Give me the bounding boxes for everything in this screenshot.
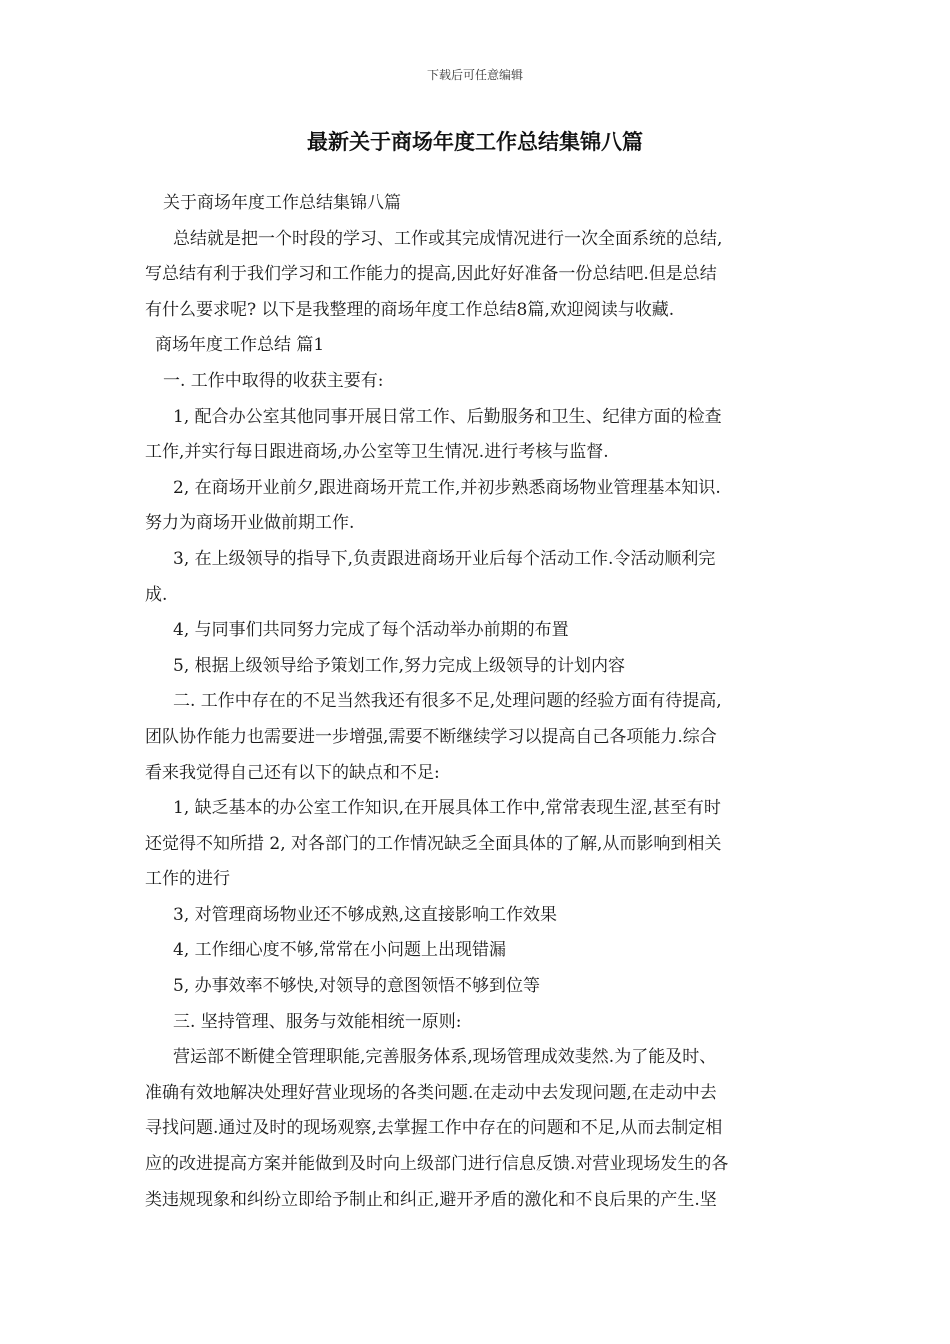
- text-line: 3, 对管理商场物业还不够成熟,这直接影响工作效果: [173, 904, 558, 925]
- text-line: 4, 与同事们共同努力完成了每个活动举办前期的布置: [173, 620, 569, 641]
- text-line: 工作的进行: [145, 869, 230, 890]
- text-line: 2, 在商场开业前夕,跟进商场开荒工作,并初步熟悉商场物业管理基本知识.: [173, 477, 721, 498]
- text-line: 准确有效地解决处理好营业现场的各类问题.在走动中去发现问题,在走动中去: [145, 1082, 717, 1103]
- text-line: 4, 工作细心度不够,常常在小问题上出现错漏: [173, 940, 507, 961]
- document-title: 最新关于商场年度工作总结集锦八篇: [307, 129, 643, 154]
- text-line: 成.: [145, 584, 168, 605]
- text-line: 写总结有利于我们学习和工作能力的提高,因此好好准备一份总结吧.但是总结: [145, 264, 717, 285]
- text-line: 工作,并实行每日跟进商场,办公室等卫生情况.进行考核与监督.: [145, 442, 609, 463]
- text-line: 5, 根据上级领导给予策划工作,努力完成上级领导的计划内容: [173, 655, 626, 676]
- text-line: 5, 办事效率不够快,对领导的意图领悟不够到位等: [173, 976, 541, 997]
- text-line: 关于商场年度工作总结集锦八篇: [163, 193, 401, 213]
- text-line: 看来我觉得自己还有以下的缺点和不足:: [145, 762, 440, 783]
- text-line: 团队协作能力也需要进一步增强,需要不断继续学习以提高自己各项能力.综合: [145, 726, 717, 747]
- text-line: 1, 配合办公室其他同事开展日常工作、后勤服务和卫生、纪律方面的检查: [173, 406, 722, 427]
- text-line: 应的改进提高方案并能做到及时向上级部门进行信息反馈.对营业现场发生的各: [145, 1154, 729, 1175]
- text-line: 有什么要求呢? 以下是我整理的商场年度工作总结8篇,欢迎阅读与收藏.: [145, 299, 675, 320]
- text-line: 一. 工作中取得的收获主要有:: [163, 370, 384, 391]
- text-line: 二. 工作中存在的不足当然我还有很多不足,处理问题的经验方面有待提高,: [173, 691, 722, 712]
- text-line: 还觉得不知所措 2, 对各部门的工作情况缺乏全面具体的了解,从而影响到相关: [145, 833, 722, 854]
- text-line: 三. 坚持管理、服务与效能相统一原则:: [173, 1011, 462, 1032]
- text-line: 商场年度工作总结 篇1: [155, 335, 325, 356]
- text-line: 1, 缺乏基本的办公室工作知识,在开展具体工作中,常常表现生涩,甚至有时: [173, 798, 721, 819]
- document-body: [145, 186, 809, 1218]
- text-line: 3, 在上级领导的指导下,负责跟进商场开业后每个活动工作.令活动顺利完: [173, 548, 716, 569]
- text-line: 总结就是把一个时段的学习、工作或其完成情况进行一次全面系统的总结,: [173, 228, 723, 249]
- text-line: 寻找问题.通过及时的现场观察,去掌握工作中存在的问题和不足,从而去制定相: [145, 1118, 723, 1139]
- text-line: 营运部不断健全管理职能,完善服务体系,现场管理成效斐然.为了能及时、: [173, 1047, 717, 1068]
- text-line: 努力为商场开业做前期工作.: [145, 513, 355, 534]
- text-line: 类违规现象和纠纷立即给予制止和纠正,避开矛盾的激化和不良后果的产生.坚: [145, 1189, 717, 1210]
- page-header-note: 下载后可任意编辑: [426, 68, 523, 82]
